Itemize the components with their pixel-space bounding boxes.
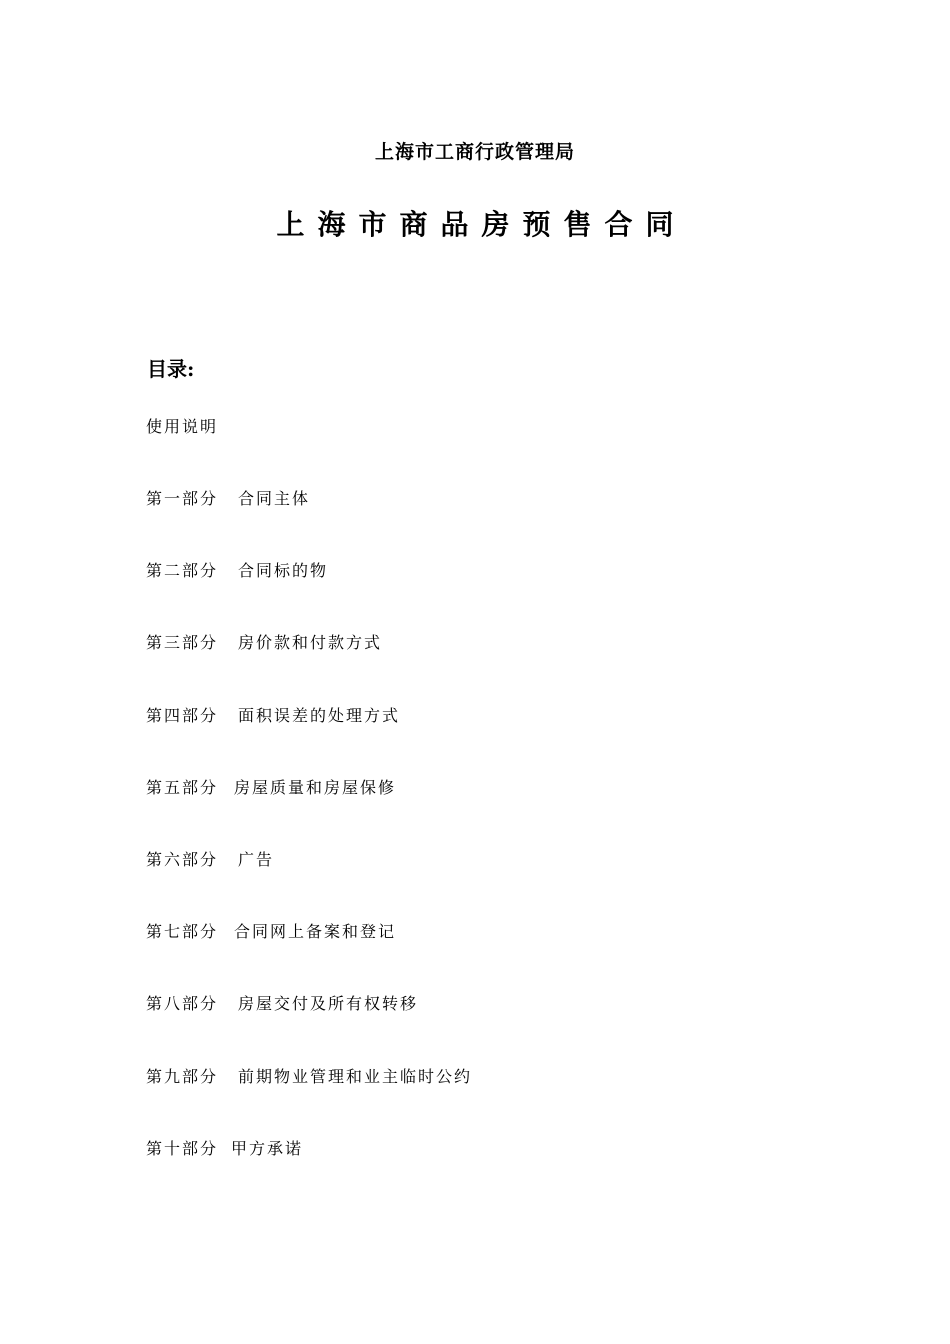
- toc-part-label: 第十部分: [146, 1138, 219, 1158]
- toc-part-name: 房价款和付款方式: [238, 633, 383, 653]
- toc-part-name: 合同网上备案和登记: [234, 922, 397, 942]
- toc-heading: 目录:: [147, 357, 195, 381]
- toc-part-label: 第一部分: [146, 489, 219, 508]
- toc-part-label: 第八部分: [146, 994, 219, 1014]
- toc-part-label: 第三部分: [146, 633, 219, 653]
- toc-part-label: 第二部分: [146, 561, 219, 581]
- toc-list: [146, 486, 472, 1208]
- toc-item: [146, 630, 472, 702]
- toc-part-name: 合同标的物: [238, 561, 329, 581]
- toc-item: [146, 775, 472, 847]
- toc-item: [146, 991, 472, 1063]
- toc-item: [146, 558, 472, 630]
- toc-item: [146, 847, 472, 919]
- toc-part-name: 房屋质量和房屋保修: [234, 777, 397, 797]
- toc-item: [146, 703, 472, 775]
- toc-item: [146, 486, 472, 558]
- toc-item: [146, 919, 472, 991]
- toc-part-label: 第四部分: [146, 705, 219, 725]
- toc-part-name: 房屋交付及所有权转移: [238, 994, 419, 1014]
- document-title: 上海市商品房预售合同: [276, 208, 687, 241]
- toc-item: [146, 1064, 472, 1136]
- issuer-name: 上海市工商行政管理局: [374, 141, 575, 163]
- toc-part-label: 第六部分: [146, 849, 219, 869]
- toc-part-label: 第九部分: [146, 1066, 219, 1086]
- toc-part-label: 第五部分: [146, 777, 219, 797]
- toc-part-name: 甲方承诺: [231, 1138, 304, 1158]
- toc-item: [146, 1136, 472, 1208]
- toc-part-label: 第七部分: [146, 922, 219, 942]
- toc-usage-instructions: 使用说明: [146, 417, 219, 436]
- toc-part-name: 合同主体: [238, 489, 311, 508]
- toc-part-name: 广告: [238, 849, 275, 869]
- toc-part-name: 前期物业管理和业主临时公约: [238, 1066, 473, 1086]
- toc-part-name: 面积误差的处理方式: [238, 705, 401, 725]
